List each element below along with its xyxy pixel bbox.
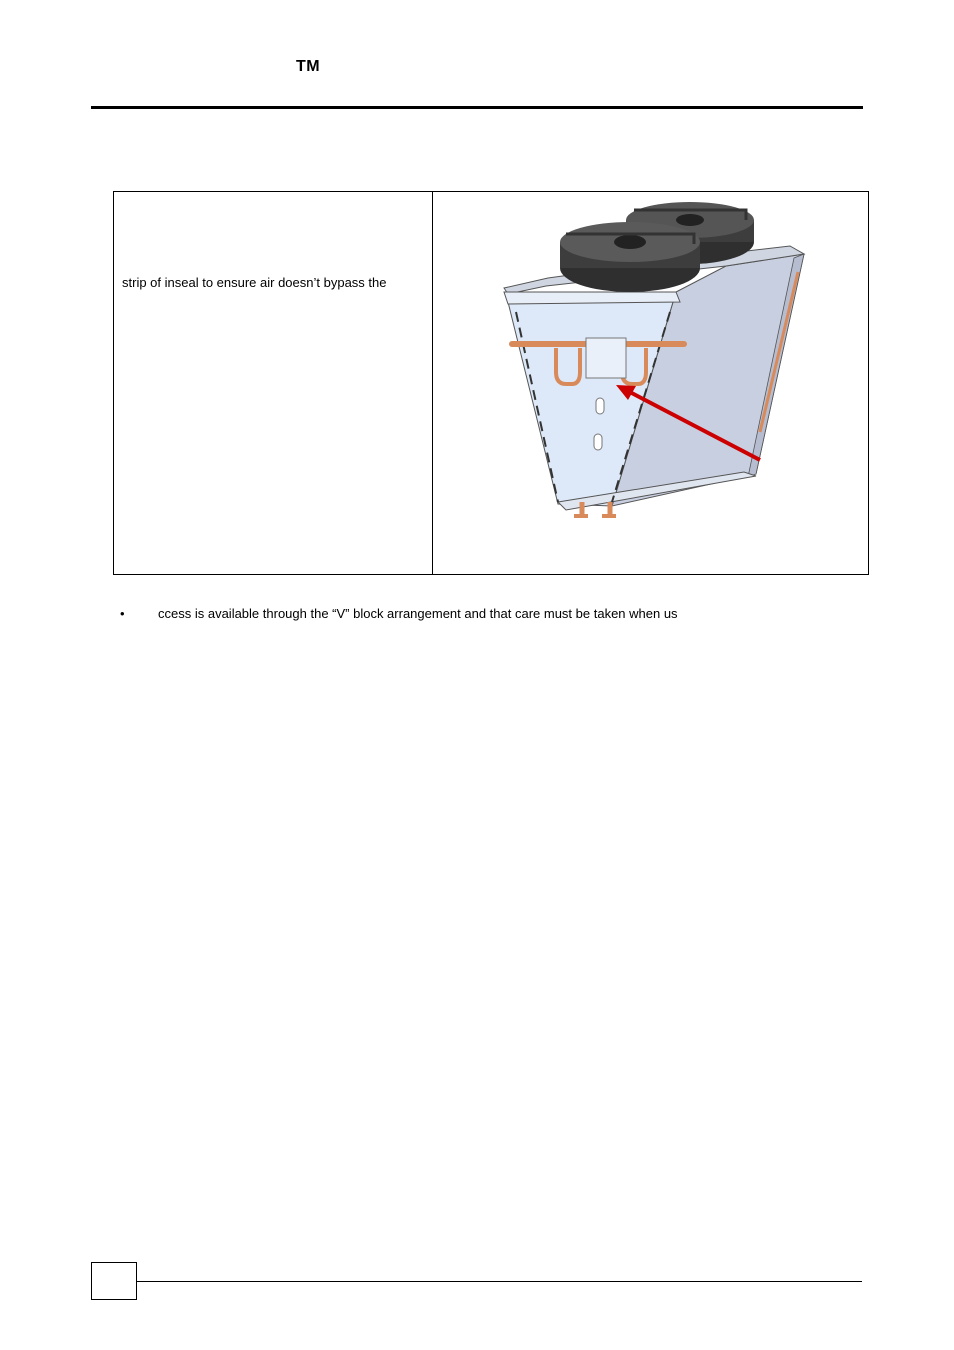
v-block-condenser-illustration (494, 202, 814, 528)
footer-rule (137, 1281, 862, 1282)
table-divider (432, 192, 433, 574)
header-rule (91, 106, 863, 109)
bullet-text: ccess is available through the “V” block arrangement and that care must be taken when us (158, 606, 678, 621)
page-number-box (91, 1262, 137, 1300)
info-table (113, 191, 869, 575)
tm-mark: TM (296, 58, 321, 75)
bullet-symbol: • (120, 606, 125, 621)
left-cell-text: strip of inseal to ensure air doesn’t bypass the (122, 275, 387, 290)
